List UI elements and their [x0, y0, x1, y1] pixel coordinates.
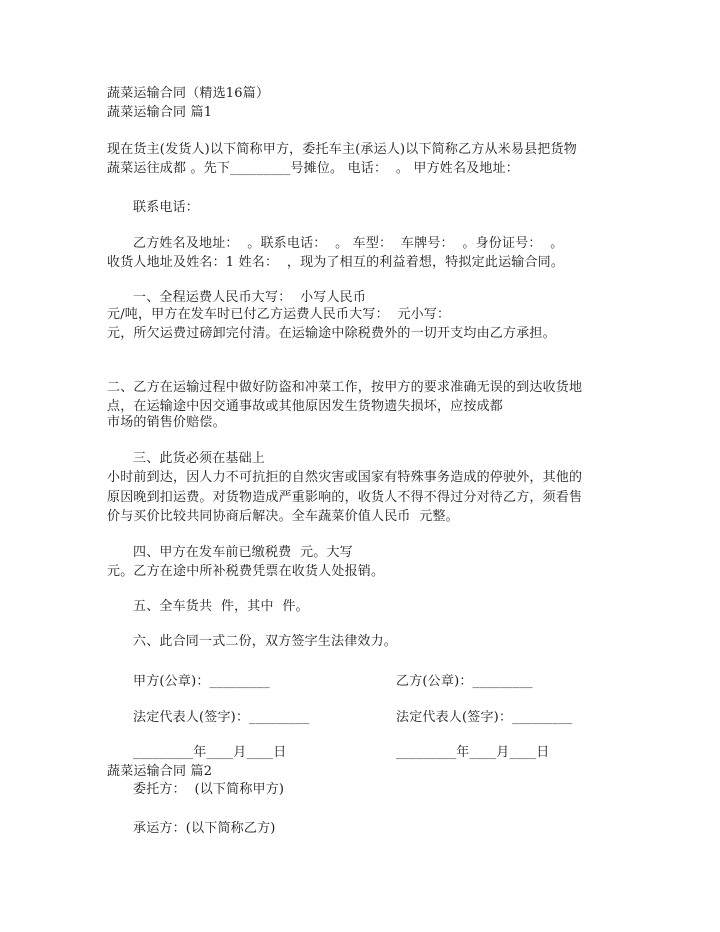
document-title: 蔬菜运输合同（精选16篇） [107, 86, 270, 101]
partyb-line-2: 收货人地址及姓名：1 姓名： ，现为了相互的利益着想，特拟定此运输合同。 [107, 255, 565, 270]
party-a-seal: 甲方(公章)：_________ [133, 674, 270, 689]
party-b-representative: 法定代表人(签字)：_________ [396, 710, 573, 725]
part2-heading: 蔬菜运输合同 篇2 [107, 764, 213, 779]
clause6: 六、此合同一式二份，双方签字生法律效力。 [133, 634, 398, 649]
party-a-representative: 法定代表人(签字)：_________ [133, 710, 310, 725]
clause4-line-2: 元。乙方在途中所补税费凭票在收货人处报销。 [107, 564, 385, 579]
party-b-date: _________年____月____日 [396, 745, 550, 760]
clause2-line-2: 点，在运输途中因交通事故或其他原因发生货物遗失损坏，应按成都 [107, 399, 504, 414]
clause1-line-3: 元，所欠运费过磅卸完付清。在运输途中除税费外的一切开支均由乙方承担。 [107, 326, 556, 341]
clause1-line-2: 元/吨，甲方在发车时已付乙方运费人民币大写： 元小写： [107, 307, 451, 322]
clause3-line-4: 价与买价比较共同协商后解决。全车蔬菜价值人民币 元整。 [107, 509, 459, 524]
clause2-line-3: 市场的销售价赔偿。 [107, 415, 226, 430]
clause1-line-1: 一、全程运费人民币大写： 小写人民币 [133, 290, 367, 305]
intro-line-2: 蔬菜运往成都 。先下_________号摊位。 电话： 。 甲方姓名及地址： [107, 161, 519, 176]
clause3-line-1: 三、此货必须在基础上 [133, 451, 266, 466]
clause5: 五、全车货共 件，其中 件。 [133, 599, 309, 614]
clause2-line-1: 二、乙方在运输过程中做好防盗和冲菜工作，按甲方的要求准确无误的到达收货地 [107, 380, 583, 395]
party-a-date: _________年____月____日 [133, 745, 287, 760]
carrier-party: 承运方：(以下简称乙方) [133, 821, 276, 836]
intro-line-1: 现在货主(发货人)以下简称甲方，委托车主(承运人)以下简称乙方从米易县把货物 [107, 142, 577, 157]
contact-phone: 联系电话： [133, 200, 200, 215]
party-b-seal: 乙方(公章)：_________ [396, 674, 533, 689]
client-party: 委托方： (以下简称甲方) [133, 782, 285, 797]
partyb-line-1: 乙方姓名及地址： 。联系电话： 。 车型： 车牌号： 。身份证号： 。 [133, 236, 564, 251]
clause3-line-3: 原因晚到扣运费。对货物造成严重影响的，收货人不得不得过分对待乙方，须看售 [107, 490, 583, 505]
part1-heading: 蔬菜运输合同 篇1 [107, 105, 213, 120]
clause3-line-2: 小时前到达，因人力不可抗拒的自然灾害或国家有特殊事务造成的停驶外，其他的 [107, 470, 583, 485]
clause4-line-1: 四、甲方在发车前已缴税费 元。大写 [133, 545, 353, 560]
